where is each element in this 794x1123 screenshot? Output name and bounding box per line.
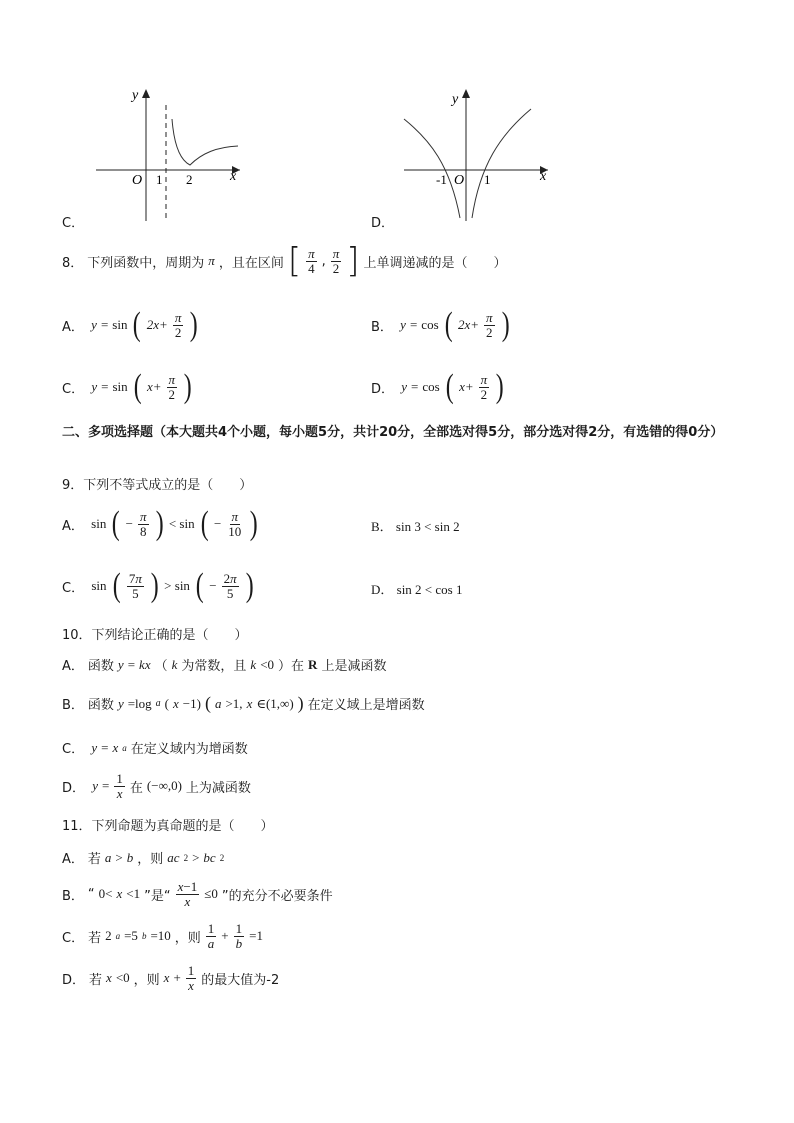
graph-d-tick-1: 1 [484,172,491,187]
graph-c-y-label: y [132,88,139,103]
q9-option-d[interactable]: D． sin 2 < cos 1 [371,582,463,597]
q10-stem: 10．下列结论正确的是（ ） [62,628,248,643]
q8-option-d[interactable]: D． y = cos ( x+ $\frac{\pi}{2}$ ) [371,368,504,405]
q9-option-b[interactable]: B． sin 3 < sin 2 [371,519,460,534]
q8-interval-lower: $\frac{\pi}{4}$ [308,245,315,276]
q11-stem: 11．下列命题为真命题的是（ ） [62,819,274,834]
graph-d-x-label: x [540,169,547,184]
graph-c-x-label: x [230,169,237,184]
section-2-heading: 二、多项选择题（本大题共4个小题，每小题5分，共计20分，全部选对得5分，部分选对得2分，有选错的得0分） [62,425,724,440]
q10-option-b[interactable]: B． 函数 y =log a ( x −1) ( a >1, x ∈(1,∞) ) 在定义域上是增函数 [62,693,425,713]
q8-option-b[interactable]: B． y = cos ( 2x+ $\frac{\pi}{2}$ ) [371,306,510,343]
graph-d-label: D． [371,216,395,231]
q9-option-c[interactable]: C． sin ( $\frac{7\pi}{5}$ ) > sin ( − $\frac{2\pi}{5}$ ) [62,567,254,604]
q8-option-a[interactable]: A． y = sin ( 2x+ $\frac{\pi}{2}$ ) [62,306,198,343]
q9-option-a[interactable]: A． sin ( − $\frac{\pi}{8}$ ) < sin ( − $\frac{\pi}{10}$ ) [62,505,258,542]
q11-option-c[interactable]: C． 若 2 a =5 b =10 ，则 $\frac{1}{a}$ + $\frac{1}{b}$ =1 [62,921,263,951]
q11-option-b[interactable]: B． “ 0< x <1 ”是“ $\frac{x-1}{x}$ ≤0 ”的充分不必要条件 [62,879,333,909]
q11-option-a[interactable]: A． 若 a > b ，则 ac 2 > bc 2 [62,849,225,867]
graph-c-label: C． [62,216,85,231]
q10-option-c[interactable]: C． y = x a 在定义域内为增函数 [62,739,248,757]
q9-stem: 9．下列不等式成立的是（ ） [62,478,253,493]
q8-interval-upper: $\frac{\pi}{2}$ [332,245,340,276]
graph-d-origin: O [454,173,465,188]
q10-option-a[interactable]: A． 函数 y = kx （ k 为常数，且 k <0 ）在 R 上是减函数 [62,656,387,674]
graph-c-tick-1: 1 [156,172,163,187]
q8-stem: 8． 下列函数中，周期为 π ，且在区间 [ $\frac{\pi}{4}$ , $\frac{\pi}{2}$ ] 上单调递减的是（ ） [62,241,507,281]
graph-c-origin: O [132,173,143,188]
graph-c-tick-2: 2 [186,172,193,187]
graph-d-tick-neg1: -1 [436,172,447,187]
q11-option-d[interactable]: D． 若 x <0 ，则 x + $\frac{1}{x}$ 的最大值为-2 [62,963,280,993]
q10-option-d[interactable]: D． y = $\frac{1}{x}$ 在 (−∞,0) 上为减函数 [62,771,251,801]
graph-d [400,85,560,225]
graph-c [92,85,252,225]
q8-option-c[interactable]: C． y = sin ( x+ $\frac{\pi}{2}$ ) [62,368,192,405]
graph-d-y-label: y [452,92,459,107]
